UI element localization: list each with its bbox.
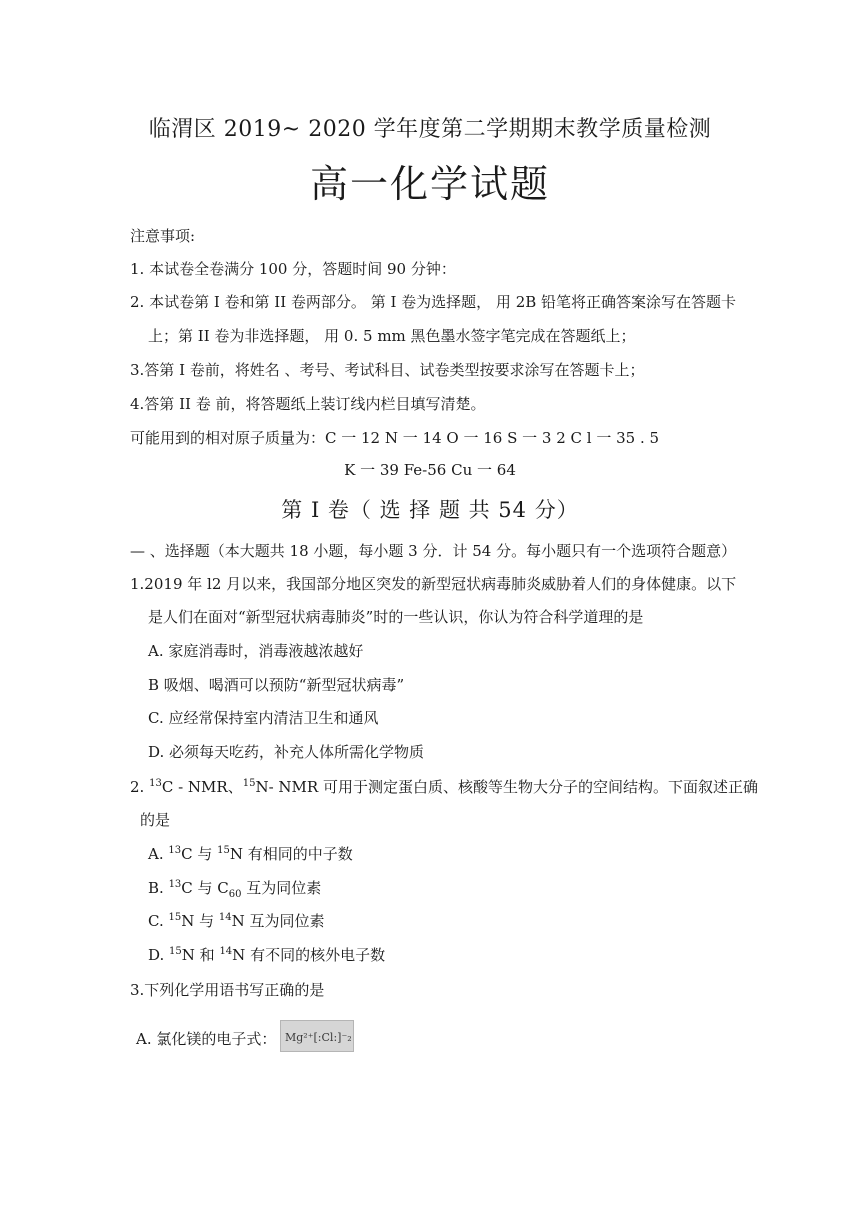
- question-2-option-b: B. $^{13}$C 与 $C_{60}$ 互为同位素: [148, 879, 322, 900]
- question-2-stem: 的是: [140, 811, 171, 829]
- question-1-option-c: C. 应经常保持室内清洁卫生和通风: [148, 709, 379, 727]
- note-item: 4.答第 II 卷 前，将答题纸上装订线内栏目填写清楚。: [130, 395, 486, 413]
- atomic-mass-line: 可能用到的相对原子质量为：C 一 12 N 一 14 O 一 16 S 一 3 2 C l 一 35 . 5: [130, 429, 660, 447]
- question-2-option-a: A. $^{13}$C 与 $^{15}$N 有相同的中子数: [148, 845, 353, 863]
- question-2-option-d: D. $^{15}$N 和 $^{14}$N 有不同的核外电子数: [148, 946, 386, 964]
- exam-header: 临渭区 2019~ 2020 学年度第二学期期末教学质量检测: [148, 117, 712, 142]
- question-1-stem: 是人们在面对“新型冠状病毒肺炎”时的一些认识，你认为符合科学道理的是: [148, 608, 644, 626]
- section-title: 第 I 卷（ 选 择 题 共 54 分）: [281, 498, 579, 522]
- page-title: 高一化学试题: [309, 162, 550, 206]
- question-2-stem: 2. $^{13}$C - NMR、$^{15}$N- NMR 可用于测定蛋白质、核酸等生物大分子的空间结构。下面叙述正确: [130, 778, 758, 796]
- note-item: 1. 本试卷全卷满分 100 分，答题时间 90 分钟：: [130, 260, 456, 278]
- note-item: 3.答第 I 卷前，将姓名 、考号、考试科目、试卷类型按要求涂写在答题卡上；: [130, 361, 645, 379]
- electron-formula-image: [280, 1020, 354, 1052]
- question-3-option-a: A. 氯化镁的电子式： Mg²⁺[:Cl:]⁻₂: [136, 1024, 354, 1056]
- question-1-stem: 1.2019 年 l2 月以来，我国部分地区突发的新型冠状病毒肺炎威胁着人们的身体健康。以下: [130, 575, 737, 593]
- atomic-mass-line: K 一 39 Fe-56 Cu 一 64: [344, 461, 516, 479]
- section-intro: — 、选择题（本大题共 18 小题，每小题 3 分．计 54 分。每小题只有一个选项符合题意）: [130, 542, 737, 560]
- svg-text:Mg²⁺[:Cl:]⁻₂: Mg²⁺[:Cl:]⁻₂: [285, 1031, 353, 1044]
- question-1-option-b: B 吸烟、喝酒可以预防“新型冠状病毒”: [148, 676, 405, 694]
- question-3-stem: 3.下列化学用语书写正确的是: [130, 981, 325, 999]
- note-item: 2. 本试卷第 I 卷和第 II 卷两部分。 第 I 卷为选择题， 用 2B 铅笔将正确答案涂写在答题卡: [130, 293, 737, 311]
- question-2-option-c: C. $^{15}$N 与 $^{14}$N 互为同位素: [148, 912, 325, 930]
- notes-heading: 注意事项:: [130, 227, 196, 245]
- note-item: 上；第 II 卷为非选择题， 用 0. 5 mm 黑色墨水签字笔完成在答题纸上；: [148, 327, 636, 345]
- question-1-option-d: D. 必须每天吃药，补充人体所需化学物质: [148, 743, 425, 761]
- question-1-option-a: A. 家庭消毒时，消毒液越浓越好: [148, 642, 364, 660]
